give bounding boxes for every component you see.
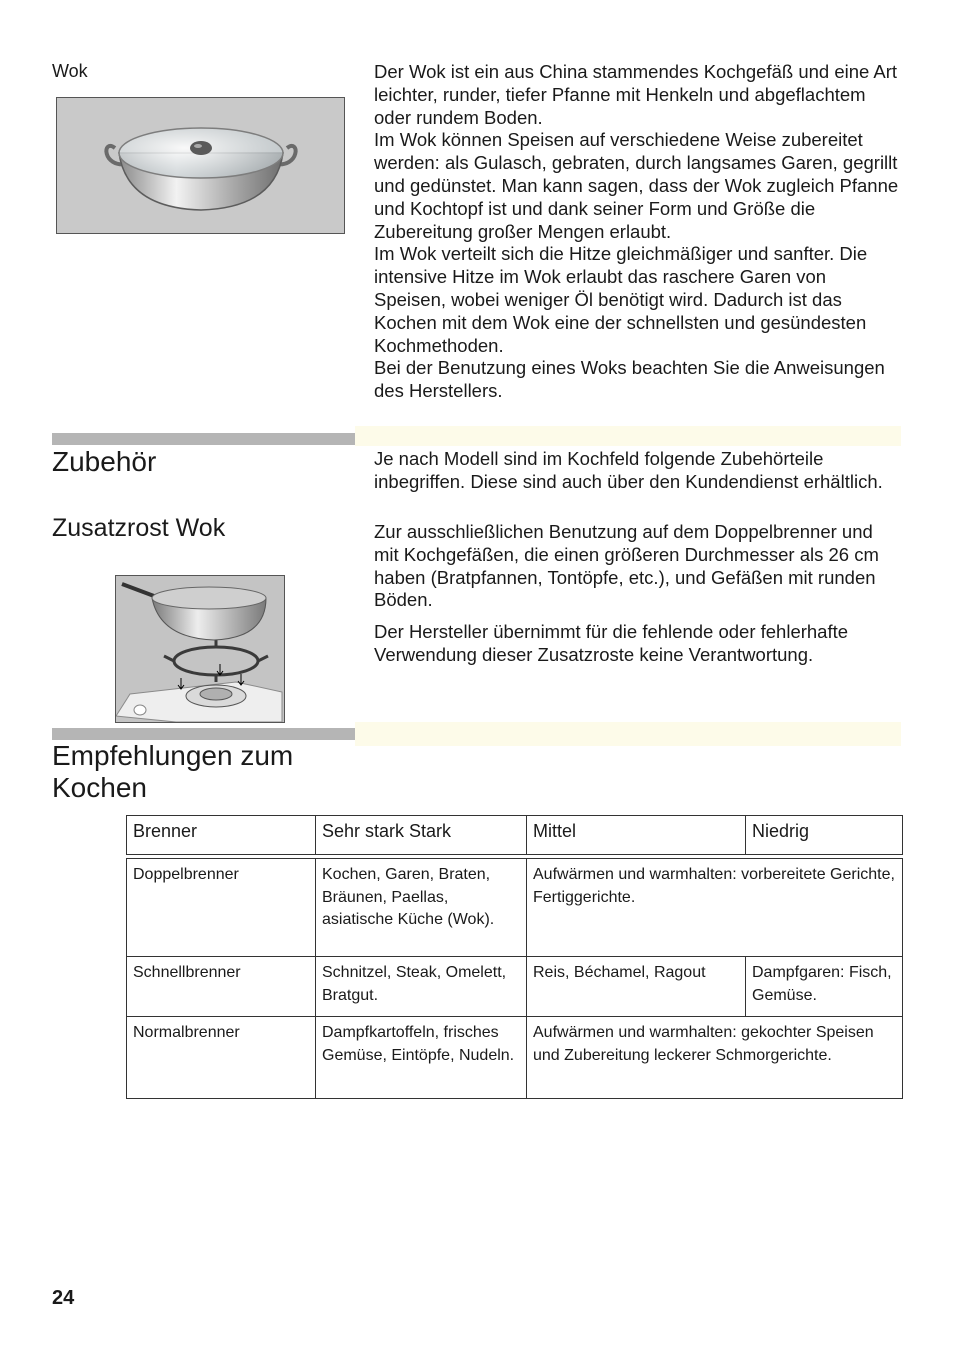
wok-paragraph: Bei der Benutzung eines Woks beachten Sie die Anweisungen des Herstellers. <box>374 357 885 402</box>
section-title-empfehlungen: Empfehlungen zum Kochen <box>52 740 294 803</box>
wok-paragraph: Im Wok können Speisen auf verschiedene Weise zubereitet werden: als Gulasch, gebraten, durch langsames Garen, gegrillt und gedünstet. Man kann sagen, dass der Wok zugleich Pfanne und Kochtopf ist und dank seiner Form und Größe die Zubereitung großer Mengen erlaubt. <box>374 129 899 242</box>
medium-heat-cell: Reis, Béchamel, Ragout <box>527 957 746 1017</box>
burner-cell: Schnellbrenner <box>127 957 316 1017</box>
medium-low-heat-cell: Aufwärmen und warmhalten: vorbereitete Gerichte, Fertiggerichte. <box>527 859 903 957</box>
burner-cell: Normalbrenner <box>127 1017 316 1099</box>
table-row <box>127 859 903 957</box>
strong-heat-cell: Kochen, Garen, Braten, Bräunen, Paellas, asiatische Küche (Wok). <box>316 859 527 957</box>
medium-low-heat-cell: Aufwärmen und warmhalten: gekochter Speisen und Zubereitung leckerer Schmorgerichte. <box>527 1017 903 1099</box>
table-header-row <box>127 816 903 855</box>
section-title-zubehoer: Zubehör <box>52 446 157 477</box>
table-row <box>127 1017 903 1099</box>
page-number: 24 <box>52 1287 75 1309</box>
burner-cell: Doppelbrenner <box>127 859 316 957</box>
zubehoer-intro: Je nach Modell sind im Kochfeld folgende Zubehörteile inbegriffen. Diese sind auch über den Kundendienst erhältlich. <box>374 448 883 492</box>
strong-heat-cell: Dampfkartoffeln, frisches Gemüse, Eintöpfe, Nudeln. <box>316 1017 527 1099</box>
section-divider-highlight <box>355 426 901 446</box>
zusatzrost-usage: Zur ausschließlichen Benutzung auf dem Doppelbrenner und mit Kochgefäßen, die einen größeren Durchmesser als 26 cm haben (Bratpfannen, Tontöpfe, etc.), und Gefäßen mit runden Böden. <box>374 521 879 611</box>
column-header: Sehr stark Stark <box>316 816 527 855</box>
wok-paragraph: Der Wok ist ein aus China stammendes Kochgefäß und eine Art leichter, runder, tiefer Pfanne mit Henkeln und abgeflachtem oder rundem Boden. <box>374 61 898 128</box>
section-divider <box>52 433 355 445</box>
wok-caption: Wok <box>52 61 88 81</box>
section-divider-highlight <box>355 722 901 746</box>
column-header: Brenner <box>127 816 316 855</box>
wok-description <box>374 61 902 403</box>
zusatzrost-disclaimer: Der Hersteller übernimmt für die fehlende oder fehlerhafte Verwendung dieser Zusatzroste keine Verantwortung. <box>374 621 849 665</box>
low-heat-cell: Dampfgaren: Fisch, Gemüse. <box>746 957 903 1017</box>
cooking-recommendations-table <box>126 815 903 1099</box>
wok-ring-illustration <box>115 575 285 723</box>
column-header: Niedrig <box>746 816 903 855</box>
table-row <box>127 957 903 1017</box>
subtitle-zusatzrost-wok: Zusatzrost Wok <box>52 514 226 542</box>
wok-paragraph: Im Wok verteilt sich die Hitze gleichmäßiger und sanfter. Die intensive Hitze im Wok erlaubt das raschere Garen von Speisen, wobei weniger Öl benötigt wird. Dadurch ist das Kochen mit dem Wok eine der schnellsten und gesündesten Kochmethoden. <box>374 243 868 356</box>
wok-illustration <box>56 97 345 234</box>
column-header: Mittel <box>527 816 746 855</box>
strong-heat-cell: Schnitzel, Steak, Omelett, Bratgut. <box>316 957 527 1017</box>
section-divider <box>52 728 355 740</box>
